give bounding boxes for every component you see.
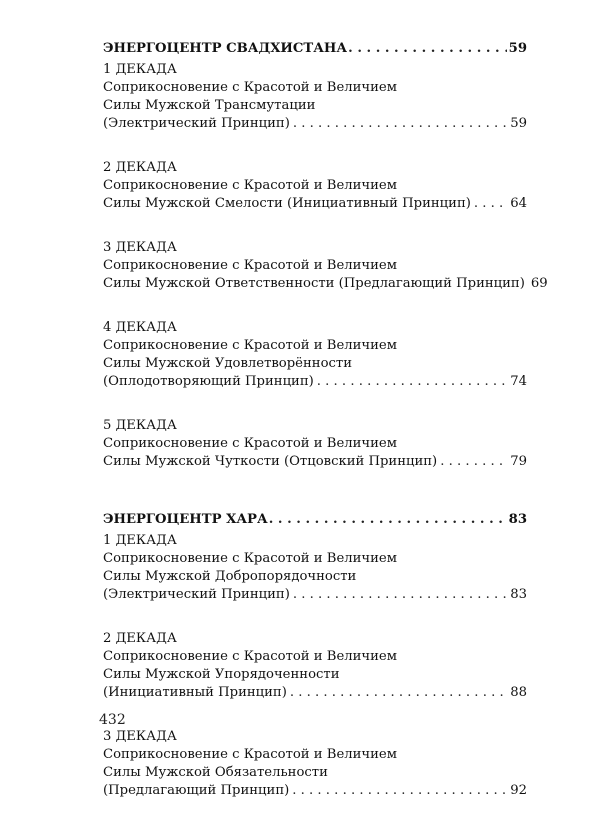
- entry-line: Соприкосновение с Красотой и Величием: [103, 80, 397, 95]
- dot-leader: [290, 684, 507, 702]
- dot-leader: [293, 586, 507, 604]
- dot-leader: [474, 195, 507, 213]
- entry-page: 64: [510, 196, 527, 211]
- entry-leader-line: [103, 782, 527, 800]
- entry-line: Соприкосновение с Красотой и Величием: [103, 747, 397, 762]
- toc-entry[interactable]: [103, 239, 548, 293]
- decade-label: 2 ДЕКАДА: [103, 160, 177, 175]
- entry-line: (Электрический Принцип): [103, 116, 290, 131]
- decade-label: 3 ДЕКАДА: [103, 729, 177, 744]
- table-of-contents: [103, 40, 548, 826]
- toc-entry[interactable]: [103, 61, 527, 133]
- entry-line: Соприкосновение с Красотой и Величием: [103, 178, 397, 193]
- dot-leader: [348, 40, 507, 58]
- decade-label: 2 ДЕКАДА: [103, 631, 177, 646]
- entry-leader-line: [103, 275, 548, 293]
- entry-line: Силы Мужской Добропорядочности: [103, 569, 357, 584]
- entry-line: Соприкосновение с Красотой и Величием: [103, 258, 397, 273]
- decade-label: 1 ДЕКАДА: [103, 62, 177, 77]
- entry-line: Силы Мужской Упорядоченности: [103, 667, 340, 682]
- entry-page: 74: [510, 374, 527, 389]
- entry-line: Силы Мужской Смелости (Инициативный Принцип): [103, 196, 471, 211]
- entry-page: 69: [530, 276, 548, 291]
- entry-line: Силы Мужской Чуткости (Отцовский Принцип): [103, 454, 438, 469]
- entry-line: Силы Мужской Ответственности (Предлагающий Принцип): [103, 276, 525, 291]
- entry-page: 92: [510, 783, 527, 798]
- entry-line: (Предлагающий Принцип): [103, 783, 290, 798]
- toc-entry[interactable]: [103, 417, 527, 471]
- toc-entry[interactable]: [103, 728, 527, 800]
- section-heading[interactable]: [103, 40, 527, 58]
- toc-section: [103, 511, 527, 800]
- entry-line: Соприкосновение с Красотой и Величием: [103, 436, 397, 451]
- entry-leader-line: [103, 453, 527, 471]
- section-heading[interactable]: [103, 511, 527, 529]
- section-page: 83: [508, 512, 527, 527]
- toc-section: [103, 40, 548, 471]
- entry-leader-line: [103, 373, 527, 391]
- entry-line: Соприкосновение с Красотой и Величием: [103, 649, 397, 664]
- section-page: 59: [508, 41, 527, 56]
- toc-entry[interactable]: [103, 630, 527, 702]
- entry-line: (Оплодотворяющий Принцип): [103, 374, 314, 389]
- dot-leader: [292, 782, 507, 800]
- toc-entry[interactable]: [103, 319, 527, 391]
- entry-line: (Инициативный Принцип): [103, 685, 287, 700]
- entry-page: 79: [510, 454, 527, 469]
- entry-line: Силы Мужской Удовлетворённости: [103, 356, 352, 371]
- entry-leader-line: [103, 115, 527, 133]
- decade-label: 4 ДЕКАДА: [103, 320, 177, 335]
- section-spacer: [103, 497, 527, 511]
- dot-leader: [269, 511, 507, 529]
- entry-page: 83: [510, 587, 527, 602]
- decade-label: 1 ДЕКАДА: [103, 533, 177, 548]
- entry-page: 59: [510, 116, 527, 131]
- page-number: 432: [99, 712, 126, 728]
- entry-page: 88: [510, 685, 527, 700]
- entry-leader-line: [103, 195, 527, 213]
- dot-leader: [293, 115, 507, 133]
- entry-leader-line: [103, 684, 527, 702]
- decade-label: 3 ДЕКАДА: [103, 240, 177, 255]
- decade-label: 5 ДЕКАДА: [103, 418, 177, 433]
- toc-entry[interactable]: [103, 159, 527, 213]
- entry-line: Силы Мужской Трансмутации: [103, 98, 316, 113]
- section-title: ЭНЕРГОЦЕНТР ХАРА: [103, 512, 268, 527]
- entry-line: Силы Мужской Обязательности: [103, 765, 328, 780]
- entry-line: Соприкосновение с Красотой и Величием: [103, 551, 397, 566]
- dot-leader: [317, 373, 507, 391]
- entry-line: (Электрический Принцип): [103, 587, 290, 602]
- section-title: ЭНЕРГОЦЕНТР СВАДХИСТАНА: [103, 41, 348, 56]
- entry-line: Соприкосновение с Красотой и Величием: [103, 338, 397, 353]
- toc-entry[interactable]: [103, 532, 527, 604]
- entry-leader-line: [103, 586, 527, 604]
- dot-leader: [440, 453, 507, 471]
